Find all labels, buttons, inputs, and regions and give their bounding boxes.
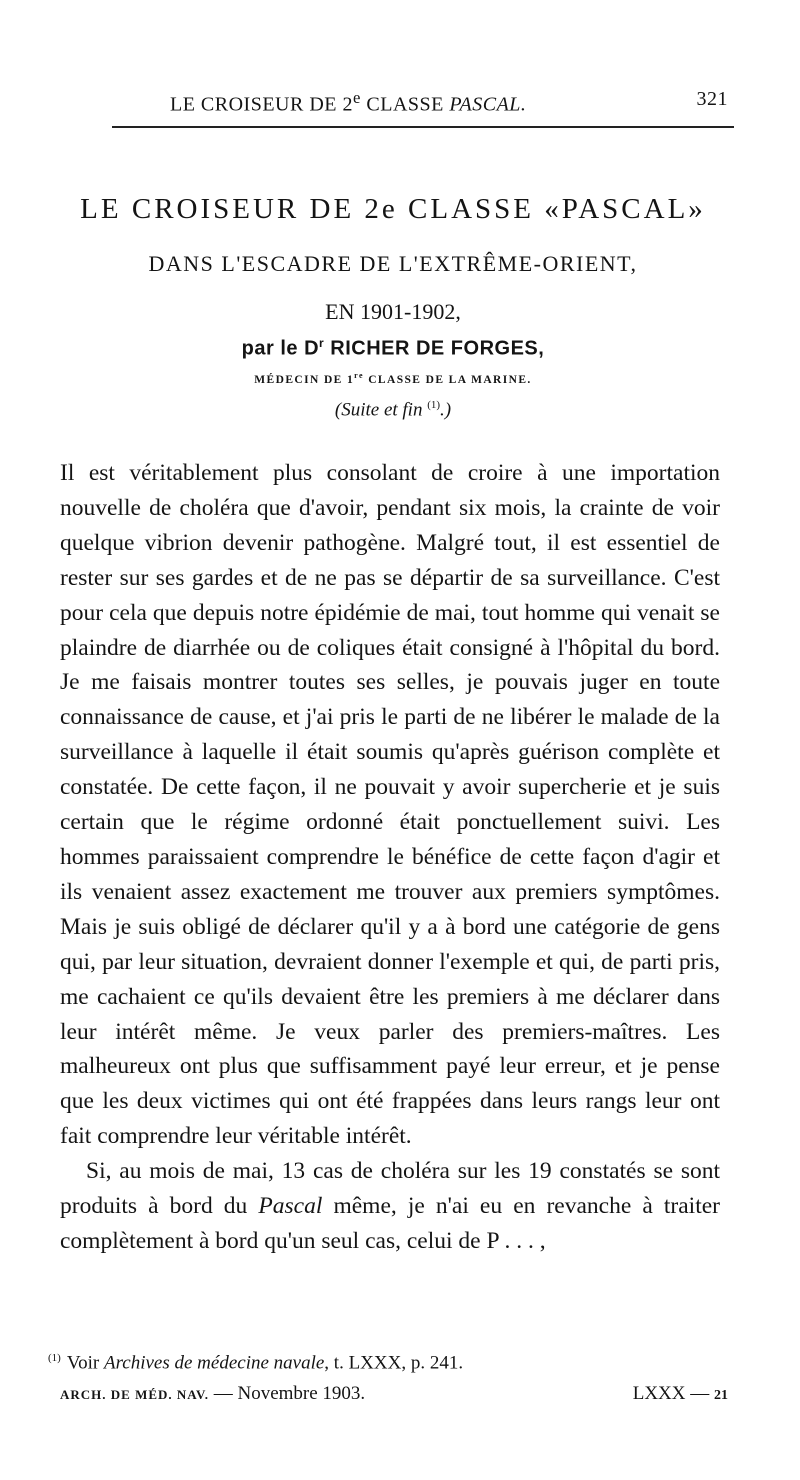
imprint-line — [60, 1383, 728, 1413]
article-author: par le $D^r$ RICHER DE FORGES, — [241, 336, 545, 360]
running-head — [170, 88, 728, 118]
footnote-mark: (1) — [48, 1352, 61, 1364]
paragraph: Si, au mois de mai, 13 cas de choléra sur les 19 constatés se sont produits à bord du Pascal même, je n'ai eu en revanche à traiter complètement à bord qu'un seul cas, celui de P . . . , — [60, 1158, 720, 1254]
header-rule — [112, 126, 734, 128]
page-left-margin — [0, 0, 36, 1480]
article-title: LE CROISEUR DE 2e CLASSE «PASCAL» — [80, 193, 706, 225]
running-head-title: LE CROISEUR DE 2e CLASSE PASCAL. — [170, 88, 527, 116]
paragraph: Il est véritablement plus consolant de croire à une importation nouvelle de choléra que d'avoir, pendant six mois, la crainte de voir quelque vibrion devenir pathogène. Malgré tout, il est essentiel de rester sur ses gardes et de ne pas se départir de sa surveillance. C'est pour cela que depuis notre épidémie de mai, tout homme qui venait se plaindre de diarrhée ou de coliques était consigné à l'hôpital du bord. Je me faisais montrer toutes ses selles, je pouvais juger en toute connaissance de cause, et j'ai pris le parti de ne libérer le malade de la surveillance à laquelle il était soumis qu'après guérison complète et constatée. De cette façon, il ne pouvait y avoir supercherie et je suis certain que le régime ordonné était ponctuellement suivi. Les hommes paraissaient comprendre le bénéfice de cette façon d'agir et ils venaient assez exactement me trouver aux premiers symptômes. Mais je suis obligé de déclarer qu'il y a à bord une catégorie de gens qui, par leur situation, devraient donner l'exemple et qui, de parti pris, me cachaient ce qu'ils devaient être les premiers à me déclarer dans leur intérêt même. Je veux parler des premiers-maîtres. Les malheureux ont plus que suffisamment payé leur erreur, et je pense que les deux victimes qui ont été frappées dans leurs rangs leur ont fait comprendre leur véritable intérêt. — [60, 460, 720, 1150]
body-text — [60, 456, 720, 1259]
imprint-journal: ARCH. DE MÉD. NAV. — Novembre 1903. — [60, 1383, 366, 1404]
signature-mark: LXXX — 21 — [632, 1383, 728, 1404]
article-subtitle: DANS L'ESCADRE DE L'EXTRÊME-ORIENT, — [148, 251, 638, 276]
continuation-note: (Suite et fin $^{(1)}$.) — [334, 399, 452, 421]
footnote-ref: (1) — [427, 399, 441, 411]
footnote: $^{(1)}$ Voir Archives de médecine navale, t. LXXX, p. 241. — [48, 1352, 464, 1374]
article-years: EN 1901-1902, — [325, 299, 461, 324]
page-number: 321 — [696, 88, 728, 110]
author-role: MÉDECIN DE 1re CLASSE DE LA MARINE. — [254, 371, 532, 386]
document-page — [48, 0, 738, 1480]
